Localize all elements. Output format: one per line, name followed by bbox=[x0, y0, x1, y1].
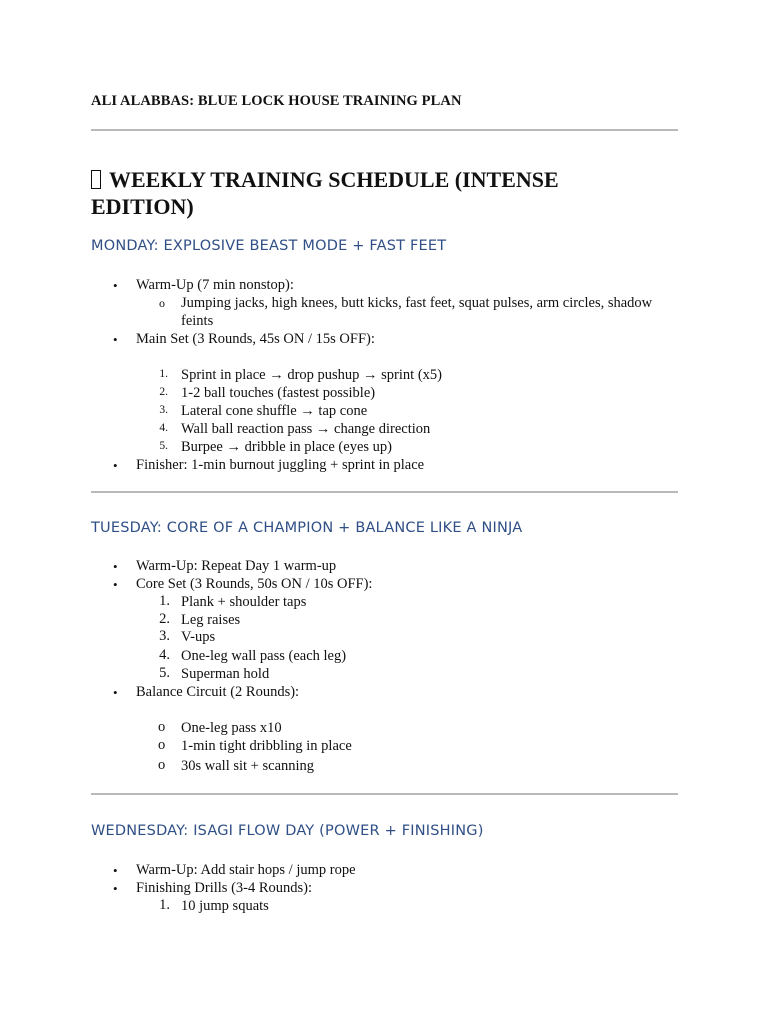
horizontal-rule bbox=[91, 793, 678, 795]
sub-bullet-icon: o bbox=[158, 737, 166, 753]
list-number: 4. bbox=[159, 422, 168, 434]
list-number: 3. bbox=[159, 628, 170, 644]
missing-glyph-icon bbox=[91, 170, 101, 189]
monday-heading: MONDAY: EXPLOSIVE BEAST MODE + FAST FEET bbox=[91, 238, 447, 254]
bullet-icon: • bbox=[113, 559, 118, 574]
tuesday-balance-drill-3: 30s wall sit + scanning bbox=[181, 758, 315, 774]
main-heading-text: WEEKLY TRAINING SCHEDULE (INTENSE EDITION) bbox=[91, 167, 559, 219]
bullet-icon: • bbox=[113, 332, 118, 347]
sub-bullet-icon: o bbox=[159, 296, 165, 310]
horizontal-rule bbox=[91, 129, 678, 131]
bullet-icon: • bbox=[113, 458, 118, 473]
tuesday-warmup: Warm-Up: Repeat Day 1 warm-up bbox=[136, 558, 337, 574]
monday-drill-4: Wall ball reaction pass → change direction bbox=[181, 421, 431, 437]
horizontal-rule bbox=[91, 491, 678, 493]
list-number: 2. bbox=[159, 611, 170, 627]
list-number: 2. bbox=[159, 386, 168, 398]
tuesday-core-set: Core Set (3 Rounds, 50s ON / 10s OFF): bbox=[136, 576, 373, 592]
monday-main-set: Main Set (3 Rounds, 45s ON / 15s OFF): bbox=[136, 331, 375, 347]
list-number: 5. bbox=[159, 665, 170, 681]
tuesday-core-drill-1: Plank + shoulder taps bbox=[181, 594, 307, 610]
list-number: 3. bbox=[159, 404, 168, 416]
bullet-icon: • bbox=[113, 685, 118, 700]
monday-drill-1: Sprint in place → drop pushup → sprint (x5) bbox=[181, 367, 442, 383]
bullet-icon: • bbox=[113, 863, 118, 878]
tuesday-balance-drill-1: One-leg pass x10 bbox=[181, 720, 282, 736]
sub-bullet-icon: o bbox=[158, 757, 166, 773]
list-number: 1. bbox=[159, 368, 168, 380]
tuesday-heading: TUESDAY: CORE OF A CHAMPION + BALANCE LIKE A NINJA bbox=[91, 520, 523, 536]
sub-bullet-icon: o bbox=[158, 719, 166, 735]
tuesday-core-drill-5: Superman hold bbox=[181, 666, 270, 682]
wednesday-warmup: Warm-Up: Add stair hops / jump rope bbox=[136, 862, 356, 878]
monday-warmup: Warm-Up (7 min nonstop): bbox=[136, 277, 294, 293]
document-title: ALI ALABBAS: BLUE LOCK HOUSE TRAINING PLAN bbox=[91, 93, 462, 109]
monday-drill-5: Burpee → dribble in place (eyes up) bbox=[181, 439, 392, 455]
tuesday-core-drill-4: One-leg wall pass (each leg) bbox=[181, 648, 347, 664]
wednesday-finishing-drill-1: 10 jump squats bbox=[181, 898, 269, 914]
bullet-icon: • bbox=[113, 881, 118, 896]
list-number: 5. bbox=[159, 440, 168, 452]
list-number: 1. bbox=[159, 593, 170, 609]
main-heading bbox=[91, 166, 651, 220]
monday-warmup-detail: Jumping jacks, high knees, butt kicks, fast feet, squat pulses, arm circles, shadow feints bbox=[181, 295, 653, 329]
tuesday-core-drill-3: V-ups bbox=[181, 629, 216, 645]
monday-finisher: Finisher: 1-min burnout juggling + sprint in place bbox=[136, 457, 425, 473]
bullet-icon: • bbox=[113, 278, 118, 293]
tuesday-balance: Balance Circuit (2 Rounds): bbox=[136, 684, 300, 700]
monday-drill-2: 1-2 ball touches (fastest possible) bbox=[181, 385, 376, 401]
list-number: 1. bbox=[159, 897, 170, 913]
wednesday-heading: WEDNESDAY: ISAGI FLOW DAY (POWER + FINISHING) bbox=[91, 823, 484, 839]
tuesday-core-drill-2: Leg raises bbox=[181, 612, 241, 628]
list-number: 4. bbox=[159, 647, 170, 663]
tuesday-balance-drill-2: 1-min tight dribbling in place bbox=[181, 738, 352, 754]
monday-drill-3: Lateral cone shuffle → tap cone bbox=[181, 403, 368, 419]
wednesday-finishing: Finishing Drills (3-4 Rounds): bbox=[136, 880, 313, 896]
bullet-icon: • bbox=[113, 577, 118, 592]
